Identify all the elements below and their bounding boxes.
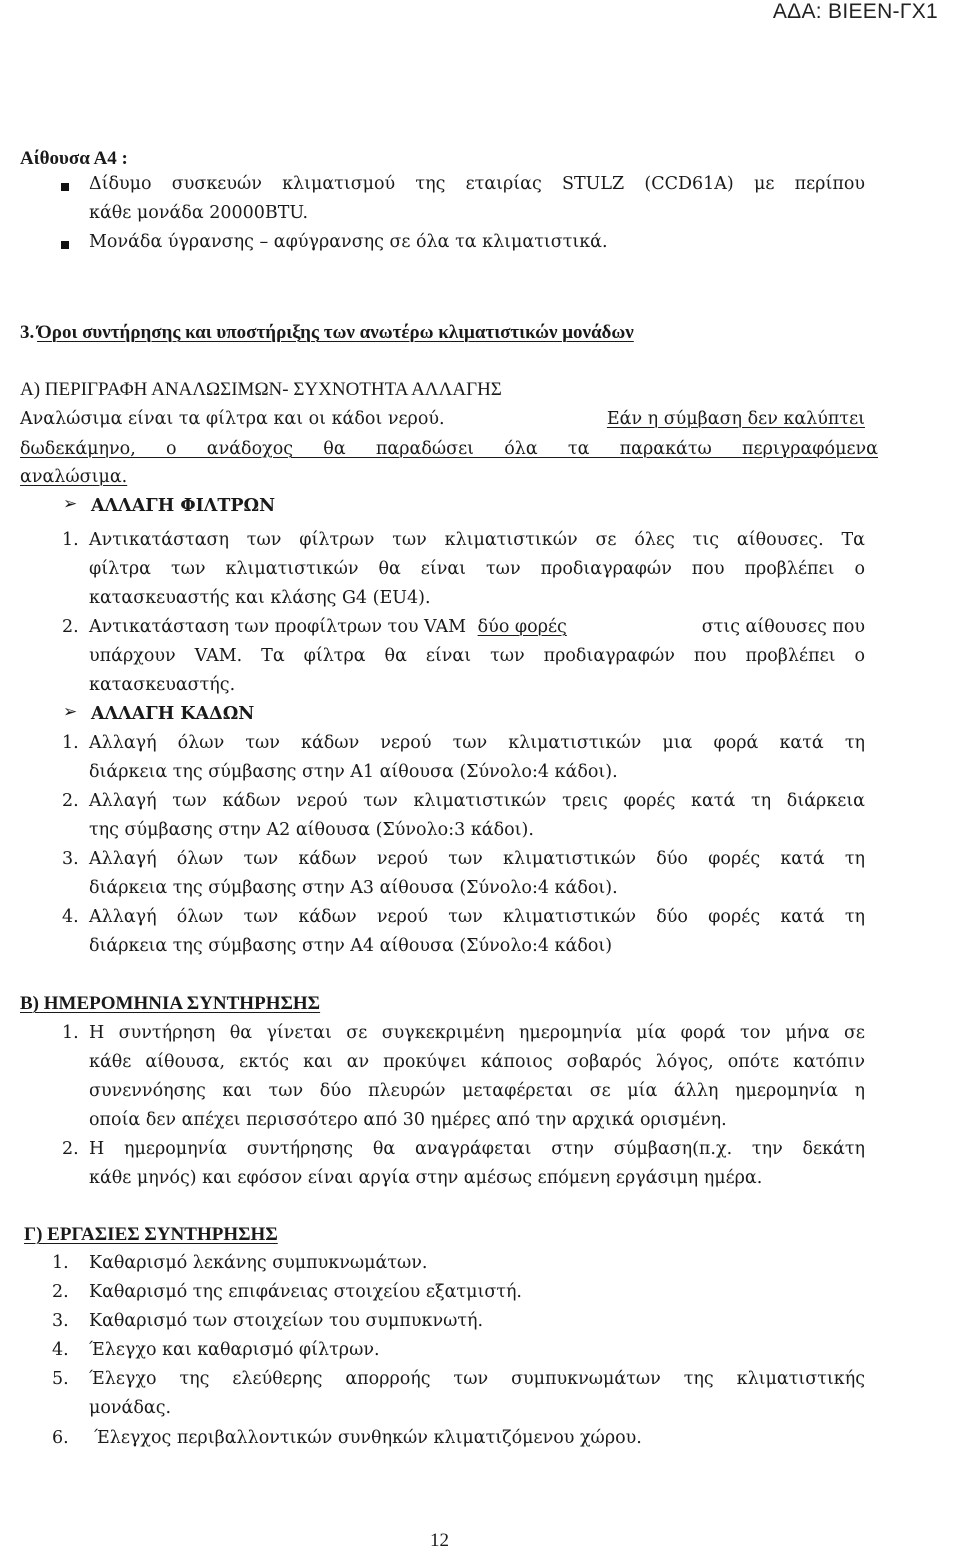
room-a4-bullet-1-line-2: κάθε μονάδα 20000BTU. <box>89 203 309 223</box>
bins-item-1-line-2: διάρκεια της σύμβασης στην Α1 αίθουσα (Σύνολο:4 κάδοι). <box>89 762 618 782</box>
bins-item-4-number: 4. <box>62 907 79 927</box>
square-bullet-icon <box>61 183 69 191</box>
arrow-bullet-icon: ➢ <box>63 702 78 722</box>
section-c-item-5-line-2: μονάδας. <box>89 1398 172 1418</box>
filters-item-2-number: 2. <box>62 617 79 637</box>
bins-heading: ΑΛΛΑΓΗ ΚΑΔΩΝ <box>91 704 255 724</box>
filters-item-2-underlined: δύο φορές <box>477 617 567 637</box>
document-code-header: ΑΔΑ: ΒΙΕΕΝ-ΓΧ1 <box>772 0 938 23</box>
section-c-item-3-number: 3. <box>52 1311 69 1331</box>
section-c-item-1-number: 1. <box>52 1253 69 1273</box>
section-3-title: Όροι συντήρησης και υποστήριξης των ανωτέρω κλιματιστικών μονάδων <box>37 322 634 343</box>
section-b-item-1-line-4: οποία δεν απέχει περισσότερο από 30 ημέρες από την αρχικά ορισμένη. <box>89 1110 727 1130</box>
bins-item-1-line-1: Αλλαγή όλων των κάδων νερού των κλιματιστικών μια φορά κατά τη <box>89 733 865 753</box>
section-c-item-4-number: 4. <box>52 1340 69 1360</box>
filters-item-2-text-b: στις αίθουσες που <box>701 617 865 637</box>
filters-item-2-text-a: Αντικατάσταση των προφίλτρων του VAM <box>89 617 467 637</box>
filters-item-1-number: 1. <box>62 530 79 550</box>
bins-item-2-line-2: της σύμβασης στην Α2 αίθουσα (Σύνολο:3 κάδοι). <box>89 820 534 840</box>
filters-item-2-line-2: υπάρχουν VAM. Τα φίλτρα θα είναι των προδιαγραφών που προβλέπει ο <box>89 646 865 666</box>
section-b-item-1-line-3: συνεννόησης και των δύο πλευρών μεταφέρεται σε μία άλλη ημερομηνία η <box>89 1081 865 1101</box>
section-c-item-5-line-1: Έλεγχο της ελεύθερης απορροής των συμπυκνωμάτων της κλιματιστικής <box>89 1369 865 1389</box>
bins-item-4-line-2: διάρκεια της σύμβασης στην Α4 αίθουσα (Σύνολο:4 κάδοι) <box>89 936 613 956</box>
square-bullet-icon <box>61 241 69 249</box>
section-a-intro-underlined-1: Εάν η σύμβαση δεν καλύπτει <box>606 409 865 429</box>
arrow-bullet-icon: ➢ <box>63 494 78 514</box>
section-c-item-2: Καθαρισμό της επιφάνειας στοιχείου εξατμιστή. <box>89 1282 522 1302</box>
bins-item-3-line-1: Αλλαγή όλων των κάδων νερού των κλιματιστικών δύο φορές κατά τη <box>89 849 865 869</box>
section-c-heading: Γ) ΕΡΓΑΣΙΕΣ ΣΥΝΤΗΡΗΣΗΣ <box>24 1224 278 1245</box>
bins-item-2-number: 2. <box>62 791 79 811</box>
section-b-item-2-number: 2. <box>62 1139 79 1159</box>
room-a4-bullet-1-line-1: Δίδυμο συσκευών κλιματισμού της εταιρίας STULZ (CCD61A) με περίπου <box>89 174 865 194</box>
section-c-item-6-number: 6. <box>52 1428 69 1448</box>
filters-item-1-line-1: Αντικατάσταση των φίλτρων των κλιματιστικών σε όλες τις αίθουσες. Τα <box>89 530 865 550</box>
bins-item-2-line-1: Αλλαγή των κάδων νερού των κλιματιστικών τρεις φορές κατά τη διάρκεια <box>89 791 865 811</box>
page-number: 12 <box>430 1530 449 1551</box>
filters-item-1-line-2: φίλτρα των κλιματιστικών θα είναι των προδιαγραφών που προβλέπει ο <box>89 559 865 579</box>
section-b-heading: Β) ΗΜΕΡΟΜΗΝΙΑ ΣΥΝΤΗΡΗΣΗΣ <box>20 993 321 1014</box>
section-c-item-6: Έλεγχος περιβαλλοντικών συνθηκών κλιματιζόμενου χώρου. <box>94 1428 642 1448</box>
filters-heading: ΑΛΛΑΓΗ ΦΙΛΤΡΩΝ <box>91 496 276 516</box>
section-b-item-1-line-1: Η συντήρηση θα γίνεται σε συγκεκριμένη ημερομηνία μία φορά τον μήνα σε <box>89 1023 865 1043</box>
room-a4-title: Αίθουσα Α4 : <box>20 148 128 169</box>
section-a-intro-plain: Αναλώσιμα είναι τα φίλτρα και οι κάδοι νερού. <box>20 409 445 429</box>
section-c-item-5-number: 5. <box>52 1369 69 1389</box>
section-a-intro-line-2: δωδεκάμηνο, ο ανάδοχος θα παραδώσει όλα τα παρακάτω περιγραφόμενα <box>20 439 878 459</box>
room-a4-bullet-2: Μονάδα ύγρανσης – αφύγρανσης σε όλα τα κλιματιστικά. <box>89 232 608 252</box>
section-b-item-2-line-2: κάθε μηνός) και εφόσον είναι αργία στην αμέσως επόμενη εργάσιμη ημέρα. <box>89 1168 763 1188</box>
section-c-item-3: Καθαρισμό των στοιχείων του συμπυκνωτή. <box>89 1311 484 1331</box>
filters-item-2-line-1 <box>89 617 865 637</box>
bins-item-1-number: 1. <box>62 733 79 753</box>
section-c-item-1: Καθαρισμό λεκάνης συμπυκνωμάτων. <box>89 1253 428 1273</box>
bins-item-3-number: 3. <box>62 849 79 869</box>
section-b-item-1-line-2: κάθε αίθουσα, εκτός και αν προκύψει κάποιος σοβαρός λόγος, οπότε κατόπιν <box>89 1052 865 1072</box>
section-a-intro-line-3: αναλώσιμα. <box>20 467 128 487</box>
section-b-item-1-number: 1. <box>62 1023 79 1043</box>
section-c-item-2-number: 2. <box>52 1282 69 1302</box>
bins-item-4-line-1: Αλλαγή όλων των κάδων νερού των κλιματιστικών δύο φορές κατά τη <box>89 907 865 927</box>
section-a-intro-line-1 <box>20 409 865 429</box>
filters-item-2-line-3: κατασκευαστής. <box>89 675 236 695</box>
section-c-item-4: Έλεγχο και καθαρισμό φίλτρων. <box>89 1340 380 1360</box>
section-3-number: 3. <box>20 322 35 343</box>
section-a-heading: Α) ΠΕΡΙΓΡΑΦΗ ΑΝΑΛΩΣΙΜΩΝ- ΣΥΧΝΟΤΗΤΑ ΑΛΛΑΓΗΣ <box>20 379 502 400</box>
bins-item-3-line-2: διάρκεια της σύμβασης στην Α3 αίθουσα (Σύνολο:4 κάδοι). <box>89 878 618 898</box>
filters-item-1-line-3: κατασκευαστής και κλάσης G4 (EU4). <box>89 588 431 608</box>
section-b-item-2-line-1: Η ημερομηνία συντήρησης θα αναγράφεται στην σύμβαση(π.χ. την δεκάτη <box>89 1139 865 1159</box>
